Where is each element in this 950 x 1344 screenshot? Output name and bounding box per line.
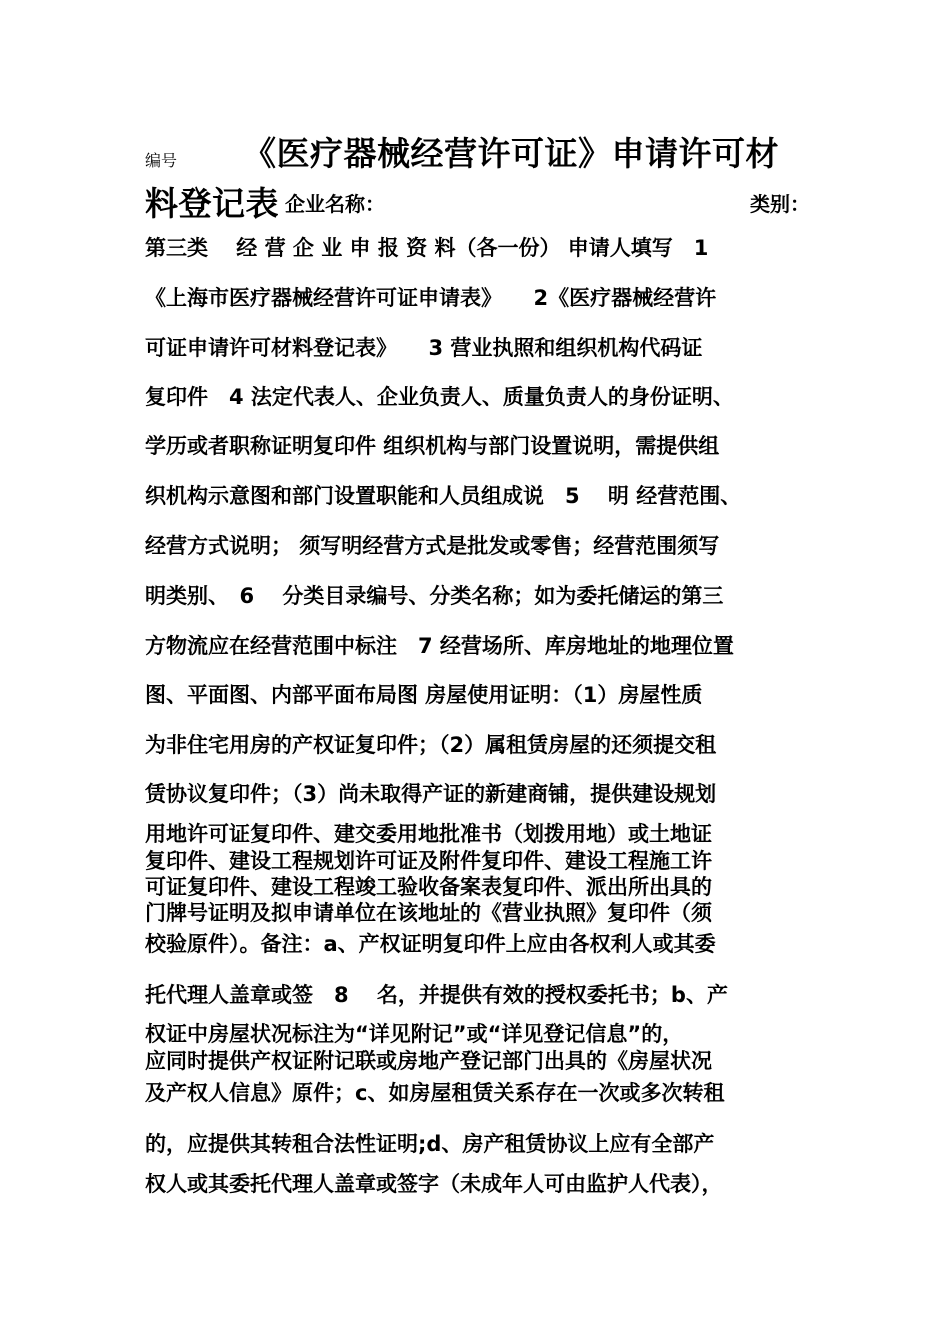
body-line: 赁协议复印件；（3）尚未取得产证的新建商铺，提供建设规划 xyxy=(145,782,717,806)
document-title-part1: 《医疗器械经营许可证》申请许可材 xyxy=(243,134,779,173)
body-line: 的，应提供其转租合法性证明;d、房产租赁协议上应有全部产 xyxy=(145,1132,715,1156)
body-line: 复印件、建设工程规划许可证及附件复印件、建设工程施工许 xyxy=(145,849,712,873)
body-line: 权人或其委托代理人盖章或签字（未成年人可由监护人代表）， xyxy=(145,1172,723,1196)
body-line: 织机构示意图和部门设置职能和人员组成说 5 明 经营范围、 xyxy=(145,484,742,508)
body-line: 《上海市医疗器械经营许可证申请表》 2《医疗器械经营许 xyxy=(145,286,717,310)
body-line: 图、平面图、内部平面布局图 房屋使用证明：（1）房屋性质 xyxy=(145,683,703,707)
body-line: 校验原件）。备注：a、产权证明复印件上应由各权利人或其委 xyxy=(145,932,716,956)
body-line: 权证中房屋状况标注为“详见附记”或“详见登记信息”的， xyxy=(145,1022,684,1046)
body-line: 用地许可证复印件、建交委用地批准书（划拨用地）或土地证 xyxy=(145,822,712,846)
body-line: 明类别、 6 分类目录编号、分类名称；如为委托储运的第三 xyxy=(145,584,724,608)
body-line: 方物流应在经营范围中标注 7 经营场所、库房地址的地理位置 xyxy=(145,634,734,658)
body-line: 及产权人信息》原件；c、如房屋租赁关系存在一次或多次转租 xyxy=(145,1081,725,1105)
body-line: 可证申请许可材料登记表》 3 营业执照和组织机构代码证 xyxy=(145,336,703,360)
body-line: 门牌号证明及拟申请单位在该地址的《营业执照》复印件（须 xyxy=(145,901,712,925)
body-line: 为非住宅用房的产权证复印件；（2）属租赁房屋的还须提交租 xyxy=(145,733,717,757)
body-line: 学历或者职称证明复印件 组织机构与部门设置说明，需提供组 xyxy=(145,434,720,458)
category-label: 类别： xyxy=(750,192,810,216)
body-line: 可证复印件、建设工程竣工验收备案表复印件、派出所出具的 xyxy=(145,875,712,899)
body-line: 第三类 经 营 企 业 申 报 资 料（各一份） 申请人填写 1 xyxy=(145,236,709,260)
document-title-part2: 料登记表 xyxy=(145,184,279,223)
company-name-label: 企业名称： xyxy=(285,192,385,216)
title-row-1 xyxy=(145,128,810,180)
number-label: 编号 xyxy=(145,151,178,170)
body-line: 经营方式说明； 须写明经营方式是批发或零售；经营范围须写 xyxy=(145,534,720,558)
body-line: 复印件 4 法定代表人、企业负责人、质量负责人的身份证明、 xyxy=(145,385,734,409)
body-line: 应同时提供产权证附记联或房地产登记部门出具的《房屋状况 xyxy=(145,1049,712,1073)
title-row-2 xyxy=(145,178,810,226)
body-line: 托代理人盖章或签 8 名，并提供有效的授权委托书；b、产 xyxy=(145,983,728,1007)
